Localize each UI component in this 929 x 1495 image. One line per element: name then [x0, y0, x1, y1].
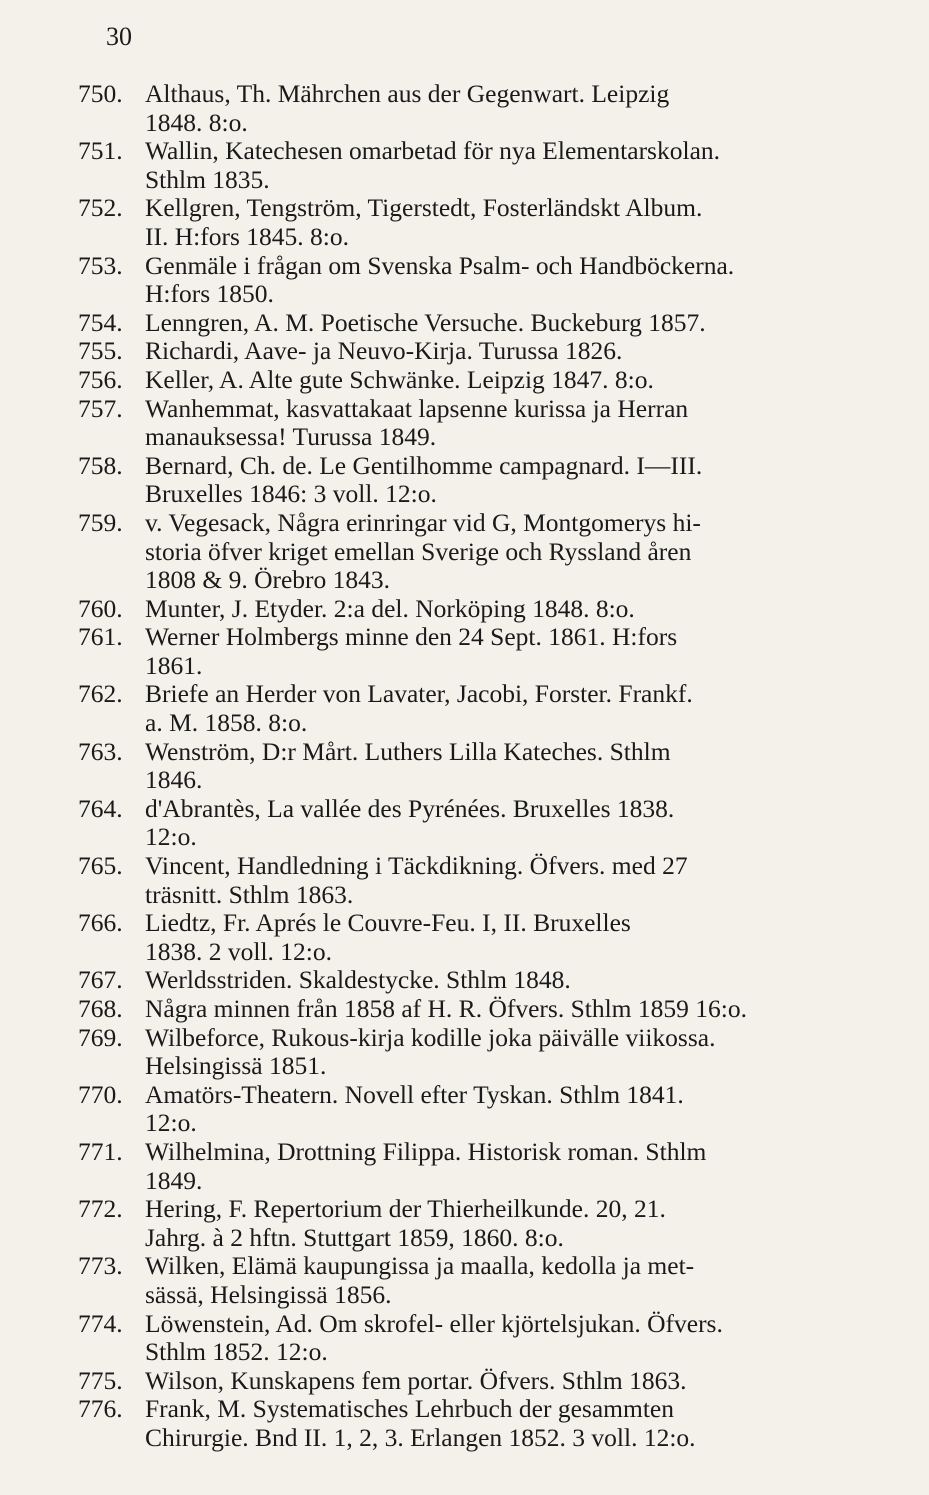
entry-line: Löwenstein, Ad. Om skrofel- eller kjörtelsjukan. Öfvers.	[145, 1309, 723, 1338]
entry-line: sässä, Helsingissä 1856.	[145, 1280, 392, 1309]
page-number: 30	[106, 22, 132, 51]
catalogue-entry	[0, 395, 929, 452]
entry-text	[145, 1395, 865, 1452]
entry-line: Wallin, Katechesen omarbetad för nya Elementarskolan.	[145, 137, 721, 166]
catalogue-entry	[0, 452, 929, 509]
entry-number: 753.	[78, 250, 123, 280]
entry-number: 758.	[78, 450, 123, 480]
entry-text	[145, 309, 865, 338]
entry-line: Hering, F. Repertorium der Thierheilkunde. 20, 21.	[145, 1195, 666, 1224]
entry-line: Jahrg. à 2 hftn. Stuttgart 1859, 1860. 8:o.	[145, 1223, 564, 1252]
entry-number: 767.	[78, 965, 123, 995]
entry-number: 750.	[78, 79, 123, 108]
entry-number: 772.	[78, 1194, 123, 1224]
catalogue-entry	[0, 137, 929, 194]
entry-line: 12:o.	[145, 1109, 197, 1138]
entry-text	[145, 595, 865, 624]
entry-number: 757.	[78, 393, 123, 423]
catalogue-entries	[0, 80, 929, 1453]
entry-line: Chirurgie. Bnd II. 1, 2, 3. Erlangen 1852. 3 voll. 12:o.	[145, 1423, 696, 1452]
entry-number: 759.	[78, 507, 123, 537]
entry-line: a. M. 1858. 8:o.	[145, 709, 308, 738]
catalogue-entry	[0, 680, 929, 737]
entry-text	[145, 909, 865, 966]
catalogue-entry	[0, 1367, 929, 1396]
catalogue-entry	[0, 995, 929, 1024]
entry-line: manauksessa! Turussa 1849.	[145, 423, 437, 452]
catalogue-entry	[0, 509, 929, 595]
catalogue-entry	[0, 1395, 929, 1452]
entry-line: 12:o.	[145, 823, 197, 852]
catalogue-entry	[0, 1310, 929, 1367]
entry-line: II. H:fors 1845. 8:o.	[145, 222, 349, 251]
entry-text	[145, 452, 865, 509]
entry-line: Althaus, Th. Mährchen aus der Gegenwart. Leipzig	[145, 80, 670, 108]
entry-line: 1846.	[145, 766, 203, 795]
entry-line: Werldsstriden. Skaldestycke. Sthlm 1848.	[145, 966, 571, 995]
entry-text	[145, 795, 865, 852]
entry-line: storia öfver kriget emellan Sverige och Ryssland åren	[145, 537, 692, 566]
entry-line: 1808 & 9. Örebro 1843.	[145, 566, 391, 595]
entry-text	[145, 194, 865, 251]
entry-text	[145, 137, 865, 194]
catalogue-entry	[0, 852, 929, 909]
catalogue-entry	[0, 623, 929, 680]
entry-text	[145, 252, 865, 309]
catalogue-entry	[0, 966, 929, 995]
entry-number: 754.	[78, 307, 123, 337]
entry-text	[145, 738, 865, 795]
entry-text	[145, 1367, 865, 1396]
entry-text	[145, 366, 865, 395]
catalogue-entry	[0, 1024, 929, 1081]
entry-number: 760.	[78, 593, 123, 623]
catalogue-entry	[0, 909, 929, 966]
entry-line: Keller, A. Alte gute Schwänke. Leipzig 1847. 8:o.	[145, 365, 654, 394]
entry-line: Richardi, Aave- ja Neuvo-Kirja. Turussa 1826.	[145, 337, 623, 366]
entry-line: 1849.	[145, 1166, 203, 1195]
entry-text	[145, 1081, 865, 1138]
entry-line: 1838. 2 voll. 12:o.	[145, 937, 333, 966]
catalogue-entry	[0, 337, 929, 366]
catalogue-entry	[0, 366, 929, 395]
entry-line: Wenström, D:r Mårt. Luthers Lilla Kateches. Sthlm	[145, 737, 671, 766]
entry-number: 770.	[78, 1079, 123, 1109]
entry-line: Genmäle i frågan om Svenska Psalm- och Handböckerna.	[145, 251, 735, 280]
entry-number: 769.	[78, 1022, 123, 1052]
entry-line: v. Vegesack, Några erinringar vid G, Montgomerys hi-	[145, 508, 701, 537]
entry-text	[145, 966, 865, 995]
entry-text	[145, 1310, 865, 1367]
entry-number: 765.	[78, 851, 123, 881]
catalogue-entry	[0, 1138, 929, 1195]
entry-text	[145, 1024, 865, 1081]
entry-text	[145, 509, 865, 595]
entry-number: 775.	[78, 1365, 123, 1395]
entry-number: 768.	[78, 994, 123, 1023]
entry-line: Wilbeforce, Rukous-kirja kodille joka päivälle viikossa.	[145, 1023, 716, 1052]
entry-line: Werner Holmbergs minne den 24 Sept. 1861. H:fors	[145, 623, 678, 652]
entry-number: 756.	[78, 364, 123, 394]
entry-line: Några minnen från 1858 af H. R. Öfvers. Sthlm 1859 16:o.	[145, 995, 747, 1023]
entry-text	[145, 1252, 865, 1309]
entry-line: Amatörs-Theatern. Novell efter Tyskan. Sthlm 1841.	[145, 1080, 684, 1109]
catalogue-entry	[0, 795, 929, 852]
entry-text	[145, 1195, 865, 1252]
catalogue-entry	[0, 80, 929, 137]
entry-line: H:fors 1850.	[145, 280, 274, 309]
entry-line: 1848. 8:o.	[145, 108, 248, 137]
entry-line: Kellgren, Tengström, Tigerstedt, Fosterländskt Album.	[145, 194, 703, 223]
entry-number: 762.	[78, 679, 123, 709]
catalogue-entry	[0, 252, 929, 309]
entry-text	[145, 337, 865, 366]
entry-text	[145, 852, 865, 909]
entry-line: Liedtz, Fr. Aprés le Couvre-Feu. I, II. Bruxelles	[145, 909, 631, 938]
catalogue-entry	[0, 1195, 929, 1252]
entry-text	[145, 995, 865, 1024]
entry-number: 771.	[78, 1136, 123, 1166]
entry-text	[145, 80, 865, 137]
entry-line: Wanhemmat, kasvattakaat lapsenne kurissa ja Herran	[145, 394, 689, 423]
catalogue-entry	[0, 595, 929, 624]
catalogue-entry	[0, 1252, 929, 1309]
entry-number: 755.	[78, 336, 123, 366]
entry-number: 752.	[78, 193, 123, 223]
entry-line: Vincent, Handledning i Täckdikning. Öfvers. med 27	[145, 852, 688, 881]
entry-number: 776.	[78, 1394, 123, 1424]
entry-line: Wilson, Kunskapens fem portar. Öfvers. Sthlm 1863.	[145, 1366, 687, 1395]
entry-line: Wilhelmina, Drottning Filippa. Historisk roman. Sthlm	[145, 1137, 707, 1166]
entry-number: 764.	[78, 793, 123, 823]
entry-line: d'Abrantès, La vallée des Pyrénées. Bruxelles 1838.	[145, 794, 675, 823]
entry-line: Frank, M. Systematisches Lehrbuch der gesammten	[145, 1395, 675, 1424]
catalogue-entry	[0, 194, 929, 251]
entry-line: Lenngren, A. M. Poetische Versuche. Buckeburg 1857.	[145, 308, 706, 337]
entry-line: Sthlm 1852. 12:o.	[145, 1338, 328, 1367]
catalogue-entry	[0, 309, 929, 338]
entry-number: 763.	[78, 736, 123, 766]
catalogue-entry	[0, 738, 929, 795]
entry-number: 774.	[78, 1308, 123, 1338]
entry-text	[145, 1138, 865, 1195]
entry-line: Bruxelles 1846: 3 voll. 12:o.	[145, 480, 437, 509]
entry-text	[145, 680, 865, 737]
entry-number: 751.	[78, 136, 123, 166]
entry-number: 766.	[78, 908, 123, 938]
entry-line: träsnitt. Sthlm 1863.	[145, 880, 354, 909]
entry-text	[145, 395, 865, 452]
catalogue-entry	[0, 1081, 929, 1138]
entry-line: Munter, J. Etyder. 2:a del. Norköping 1848. 8:o.	[145, 594, 635, 623]
entry-line: Bernard, Ch. de. Le Gentilhomme campagnard. I—III.	[145, 451, 703, 480]
entry-number: 761.	[78, 622, 123, 652]
entry-line: Wilken, Elämä kaupungissa ja maalla, kedolla ja met-	[145, 1252, 695, 1281]
entry-line: Sthlm 1835.	[145, 165, 270, 194]
entry-line: 1861.	[145, 651, 203, 680]
entry-number: 773.	[78, 1251, 123, 1281]
entry-line: Helsingissä 1851.	[145, 1052, 327, 1081]
entry-text	[145, 623, 865, 680]
entry-line: Briefe an Herder von Lavater, Jacobi, Forster. Frankf.	[145, 680, 693, 709]
